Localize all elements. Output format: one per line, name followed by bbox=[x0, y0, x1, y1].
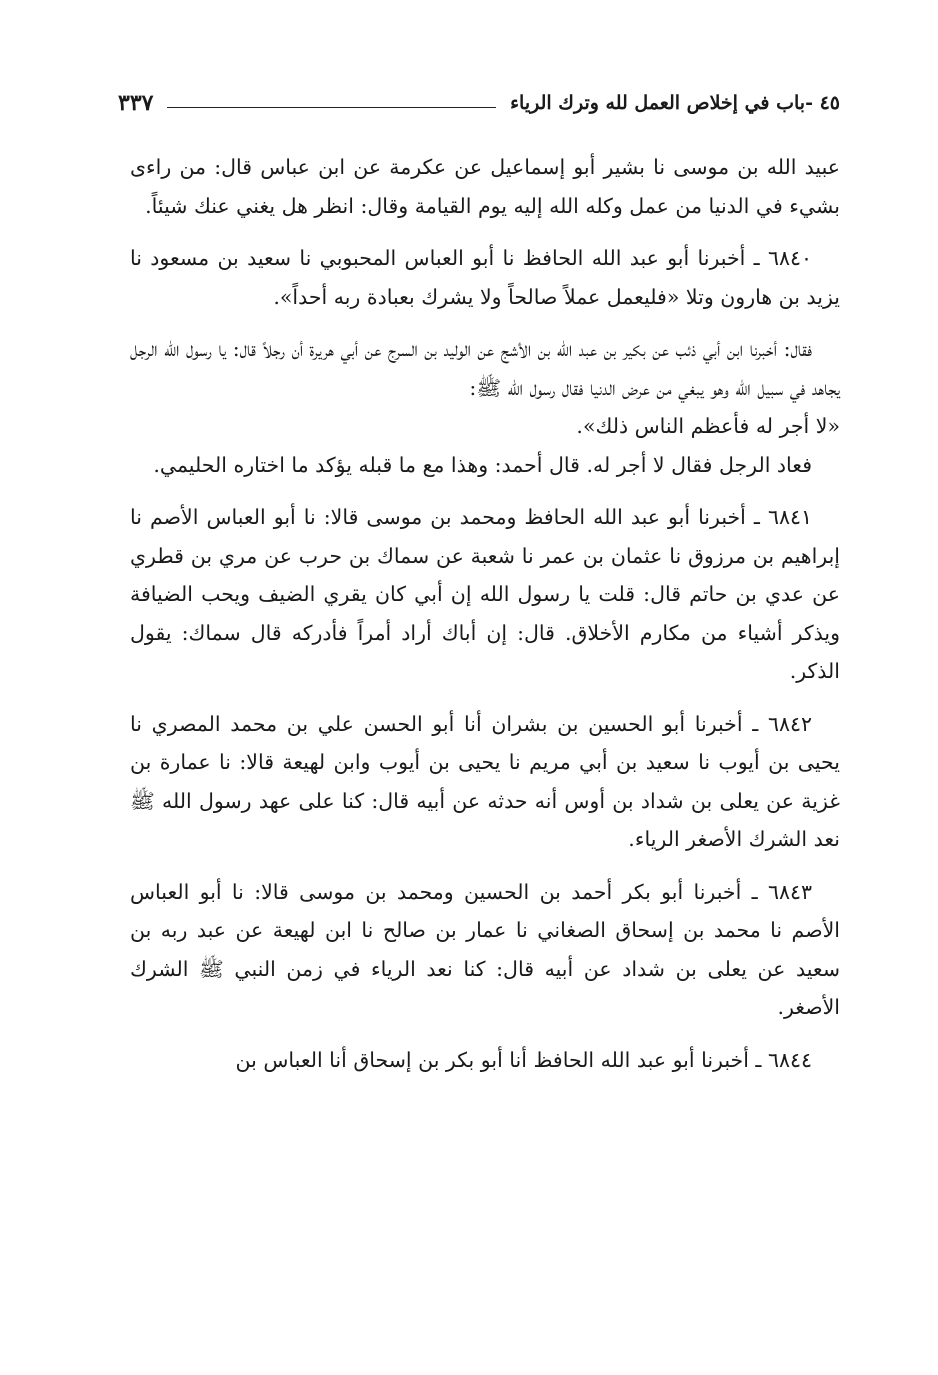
paragraph-continuation: عبيد الله بن موسى نا بشير أبو إسماعيل عن عكرمة عن ابن عباس قال: من راءى بشيء في الدنيا من عمل وكله الله إليه يوم القيامة وقال: انظر هل يغني عنك شيئاً. bbox=[130, 155, 840, 218]
hadith-6841: ٦٨٤١ ـ أخبرنا أبو عبد الله الحافظ ومحمد بن موسى قالا: نا أبو العباس الأصم نا إبراهيم بن مرزوق نا عثمان بن عمر نا شعبة عن سماك بن حرب عن مري بن قطري عن عدي بن حاتم قال: قلت يا رسول الله إن أبي كان يقري الضيف ويحب الضيافة ويذكر أشياء من مكارم الأخلاق. قال: إن أباك أراد أمراً فأدركه قال سماك: يقول الذكر. bbox=[130, 505, 840, 683]
page-number: ٣٣٧ bbox=[118, 90, 154, 116]
prophetic-quote: «لا أجر له فأعظم الناس ذلك». bbox=[576, 414, 840, 438]
hadith-6843: ٦٨٤٣ ـ أخبرنا أبو بكر أحمد بن الحسين ومحمد بن موسى قالا: نا أبو العباس الأصم نا محمد بن إسحاق الصغاني نا عمار بن صالح نا ابن لهيعة عن عبد ربه بن سعيد عن يعلى بن شداد عن أبيه قال: كنا نعد الرياء في زمن النبي ﷺ الشرك الأصغر. bbox=[130, 879, 840, 1019]
paragraph-narration: فقال: أخبرنا ابن أبي ذئب عن بكير بن عبد الله بن الأشج عن الوليد بن السرج عن أبي هريرة أن رجلاً قال: يا رسول الله الرجل يجاهد في سبيل الله وهو يبغي من عرض الدنيا فقال رسول الله ﷺ: bbox=[130, 337, 840, 400]
chapter-title: ٤٥ -باب في إخلاص العمل لله وترك الرياء bbox=[510, 92, 840, 114]
paragraph-comment: فعاد الرجل فقال لا أجر له. قال أحمد: وهذا مع ما قبله يؤكد ما اختاره الحليمي. bbox=[153, 452, 812, 477]
hadith-6842: ٦٨٤٢ ـ أخبرنا أبو الحسين بن بشران أنا أبو الحسن علي بن محمد المصري نا يحيى بن أيوب نا سعيد بن أبي مريم نا يحيى بن أيوب وابن لهيعة قالا: نا عمارة بن غزية عن يعلى بن شداد بن أوس أنه حدثه عن أبيه قال: كنا على عهد رسول الله ﷺ نعد الشرك الأصغر الرياء. bbox=[130, 711, 840, 851]
page-body bbox=[130, 148, 840, 1093]
header-rule bbox=[167, 107, 496, 108]
running-header bbox=[118, 88, 840, 118]
hadith-6844: ٦٨٤٤ ـ أخبرنا أبو عبد الله الحافظ أنا أبو بكر بن إسحاق أنا العباس بن bbox=[235, 1047, 812, 1072]
hadith-6840: ٦٨٤٠ ـ أخبرنا أبو عبد الله الحافظ نا أبو العباس المحبوبي نا سعيد بن مسعود نا يزيد بن هارون وتلا «فليعمل عملاً صالحاً ولا يشرك بعبادة ربه أحداً». bbox=[130, 246, 840, 309]
